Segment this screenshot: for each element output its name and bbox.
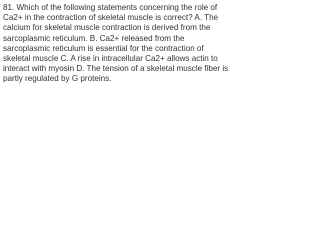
question-text: 81. Which of the following statements concerning the role of Ca2+ in the contraction of skeletal muscle is correct? A. The calcium for skeletal muscle contraction is derived from the sarcoplasmic reticulum. B. Ca2+ released from the sarcoplasmic reticulum is essential for the contraction of skeletal muscle C. A rise in intracellular Ca2+ allows actin to interact with myosin D. The tension of a skeletal muscle fiber is partly regulated by G proteins. <box>3 3 229 84</box>
